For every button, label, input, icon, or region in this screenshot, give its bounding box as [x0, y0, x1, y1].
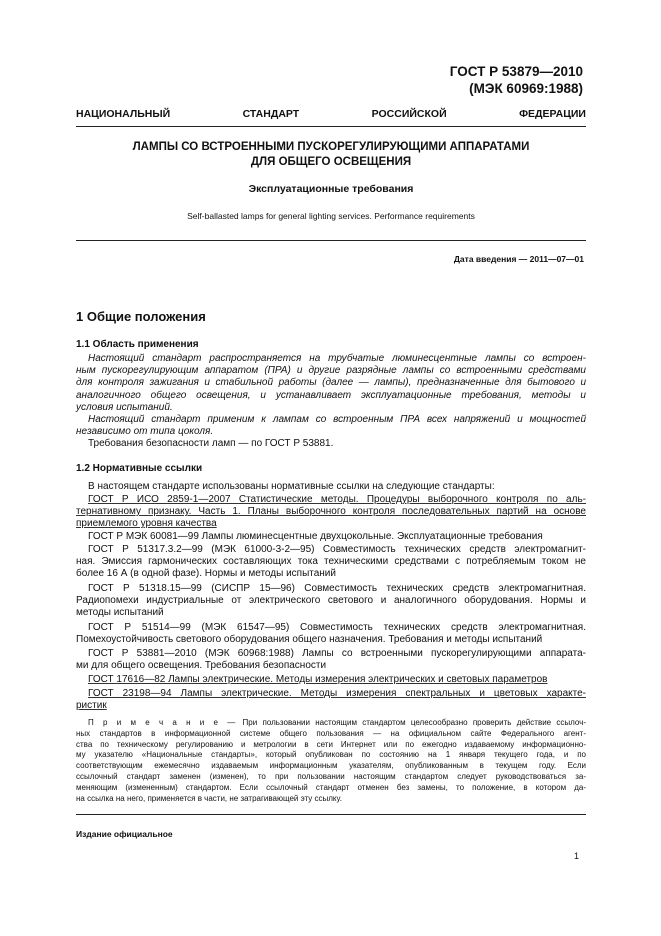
- text-line: независимо от типа цоколя.: [76, 426, 214, 438]
- text-line: ми для общего освещения. Требования безопасности: [76, 660, 327, 672]
- note-block: [76, 718, 586, 804]
- title-divider: [76, 240, 586, 241]
- document-subtitle: Эксплуатационные требования: [248, 183, 414, 195]
- title-line2: ДЛЯ ОБЩЕГО ОСВЕЩЕНИЯ: [250, 156, 412, 168]
- section-heading: 1 Общие положения: [76, 309, 206, 324]
- text-line: условия испытаний.: [76, 401, 173, 413]
- effective-date: Дата введения — 2011—07—01: [453, 254, 584, 264]
- text-line: тернативному признаку. Часть 1. Планы выборочного контроля последовательных партий на основе: [76, 506, 586, 518]
- text-line: меняющим (измененным) стандартом. Если ссылочный стандарт отменен без замены, то положение, в котором да-: [76, 782, 586, 792]
- text-line: на ссылка на него, применяется в части, не затрагивающей эту ссылку.: [76, 793, 342, 803]
- text-line: для контроля зажигания и стабильной работы (далее — лампы), предназначенные для бытового и: [76, 377, 586, 389]
- reference-gost-51514: [76, 622, 586, 646]
- text-line: ссылочный стандарт заменен (изменен), то при пользовании настоящим стандартом следует руководствоваться за-: [76, 771, 586, 781]
- subsection-heading-scope: 1.1 Область применения: [76, 339, 199, 350]
- page-number: 1: [573, 851, 579, 861]
- text-line: ристик: [76, 700, 107, 712]
- text-line: му указателю «Национальные стандарты», который опубликован по состоянию на 1 января текущего года, и по: [76, 750, 586, 760]
- title-line1: ЛАМПЫ СО ВСТРОЕННЫМИ ПУСКОРЕГУЛИРУЮЩИМИ АППАРАТАМИ: [132, 141, 530, 153]
- official-edition: Издание официальное: [76, 829, 173, 839]
- reference-gost-iec-60081: ГОСТ Р МЭК 60081—99 Лампы люминесцентные двухцокольные. Эксплуатационные требования: [88, 531, 543, 542]
- text-line: ГОСТ Р 51318.15—99 (СИСПР 15—96) Совместимость технических средств электромагнитная.: [88, 583, 586, 594]
- english-title: Self-ballasted lamps for general lighting services. Performance requirements: [187, 211, 475, 221]
- text-line: Настоящий стандарт применим к лампам со встроенным ПРА всех напряжений и мощностей: [88, 414, 586, 425]
- text-line: ных стандартов в информационной системе общего пользования — на официальном сайте Федерального агент-: [76, 728, 586, 738]
- text-line: ГОСТ Р 51514—99 (МЭК 61547—95) Совместимость технических средств электромагнитная.: [88, 622, 586, 633]
- reference-gost-51317: [76, 544, 586, 581]
- banner-word: РОССИЙСКОЙ: [371, 108, 447, 120]
- text-line: соответствующим ежемесячно издаваемым информационным указателям, опубликованным в текущем году. Если: [76, 761, 586, 771]
- reference-gost-23198: [76, 688, 586, 712]
- national-standard-banner: [76, 108, 586, 120]
- text-line: Радиопомехи индустриальные от электрического светового и аналогичного оборудования. Нормы и: [76, 595, 586, 607]
- text-line: ГОСТ 23198—94 Лампы электрические. Методы измерения спектральных и цветовых характе-: [88, 688, 586, 699]
- standard-code-line2: (МЭК 60969:1988): [469, 81, 583, 96]
- header-divider: [76, 126, 586, 127]
- banner-word: НАЦИОНАЛЬНЫЙ: [76, 108, 171, 120]
- reference-gost-53881: [76, 648, 586, 672]
- text-line: приемлемого уровня качества: [76, 518, 217, 530]
- footer-divider: [76, 814, 586, 815]
- document-title: [76, 140, 586, 170]
- reference-gost-iso-2859: [76, 494, 586, 531]
- note-label: П р и м е ч а н и е —: [88, 718, 238, 727]
- banner-word: СТАНДАРТ: [242, 108, 300, 120]
- scope-paragraph: [76, 353, 586, 414]
- standard-code-line1: ГОСТ Р 53879—2010: [449, 64, 583, 79]
- text-line: ства по техническому регулированию и метрологии в сети Интернет или по ежегодно издаваемому информационно-: [76, 739, 586, 749]
- text-line: Настоящий стандарт распространяется на трубчатые люминесцентные лампы со встроен-: [88, 353, 586, 364]
- safety-requirements: Требования безопасности ламп — по ГОСТ Р 53881.: [88, 438, 334, 449]
- text-line: ГОСТ Р ИСО 2859-1—2007 Статистические методы. Процедуры выборочного контроля по аль-: [88, 494, 586, 505]
- text-line: Помехоустойчивость светового оборудования общего назначения. Требования и методы испытаний: [76, 634, 543, 646]
- text-line: методы испытаний: [76, 607, 164, 619]
- text-line: ГОСТ Р 53881—2010 (МЭК 60968:1988) Лампы со встроенными пускорегулирующими аппарата-: [88, 648, 586, 659]
- text-line: аналогичного общего освещения, и устанавливает эксплуатационные требования, методы и: [76, 389, 586, 401]
- subsection-heading-references: 1.2 Нормативные ссылки: [76, 463, 203, 474]
- text-line: более 16 А (в одной фазе). Нормы и методы испытаний: [76, 568, 336, 580]
- text-line: ная. Эмиссия гармонических составляющих тока техническими средствами с потребляемым током не: [76, 556, 586, 568]
- references-intro: В настоящем стандарте использованы нормативные ссылки на следующие стандарты:: [88, 481, 495, 492]
- applicability-paragraph: [76, 414, 586, 438]
- reference-gost-17616: ГОСТ 17616—82 Лампы электрические. Методы измерения электрических и световых параметров: [88, 674, 548, 685]
- banner-word: ФЕДЕРАЦИИ: [519, 108, 586, 120]
- text-line: [76, 718, 586, 729]
- text-line: ГОСТ Р 51317.3.2—99 (МЭК 61000-3-2—95) Совместимость технических средств электромагнит-: [88, 544, 586, 555]
- text-line: ным пускорегулирующим аппаратом (ПРА) и другие разрядные лампы со встроенными средствами: [76, 365, 586, 377]
- reference-gost-51318: [76, 583, 586, 620]
- standard-code: [450, 63, 583, 97]
- note-text: При пользовании настоящим стандартом целесообразно проверить действие ссылоч-: [242, 718, 586, 727]
